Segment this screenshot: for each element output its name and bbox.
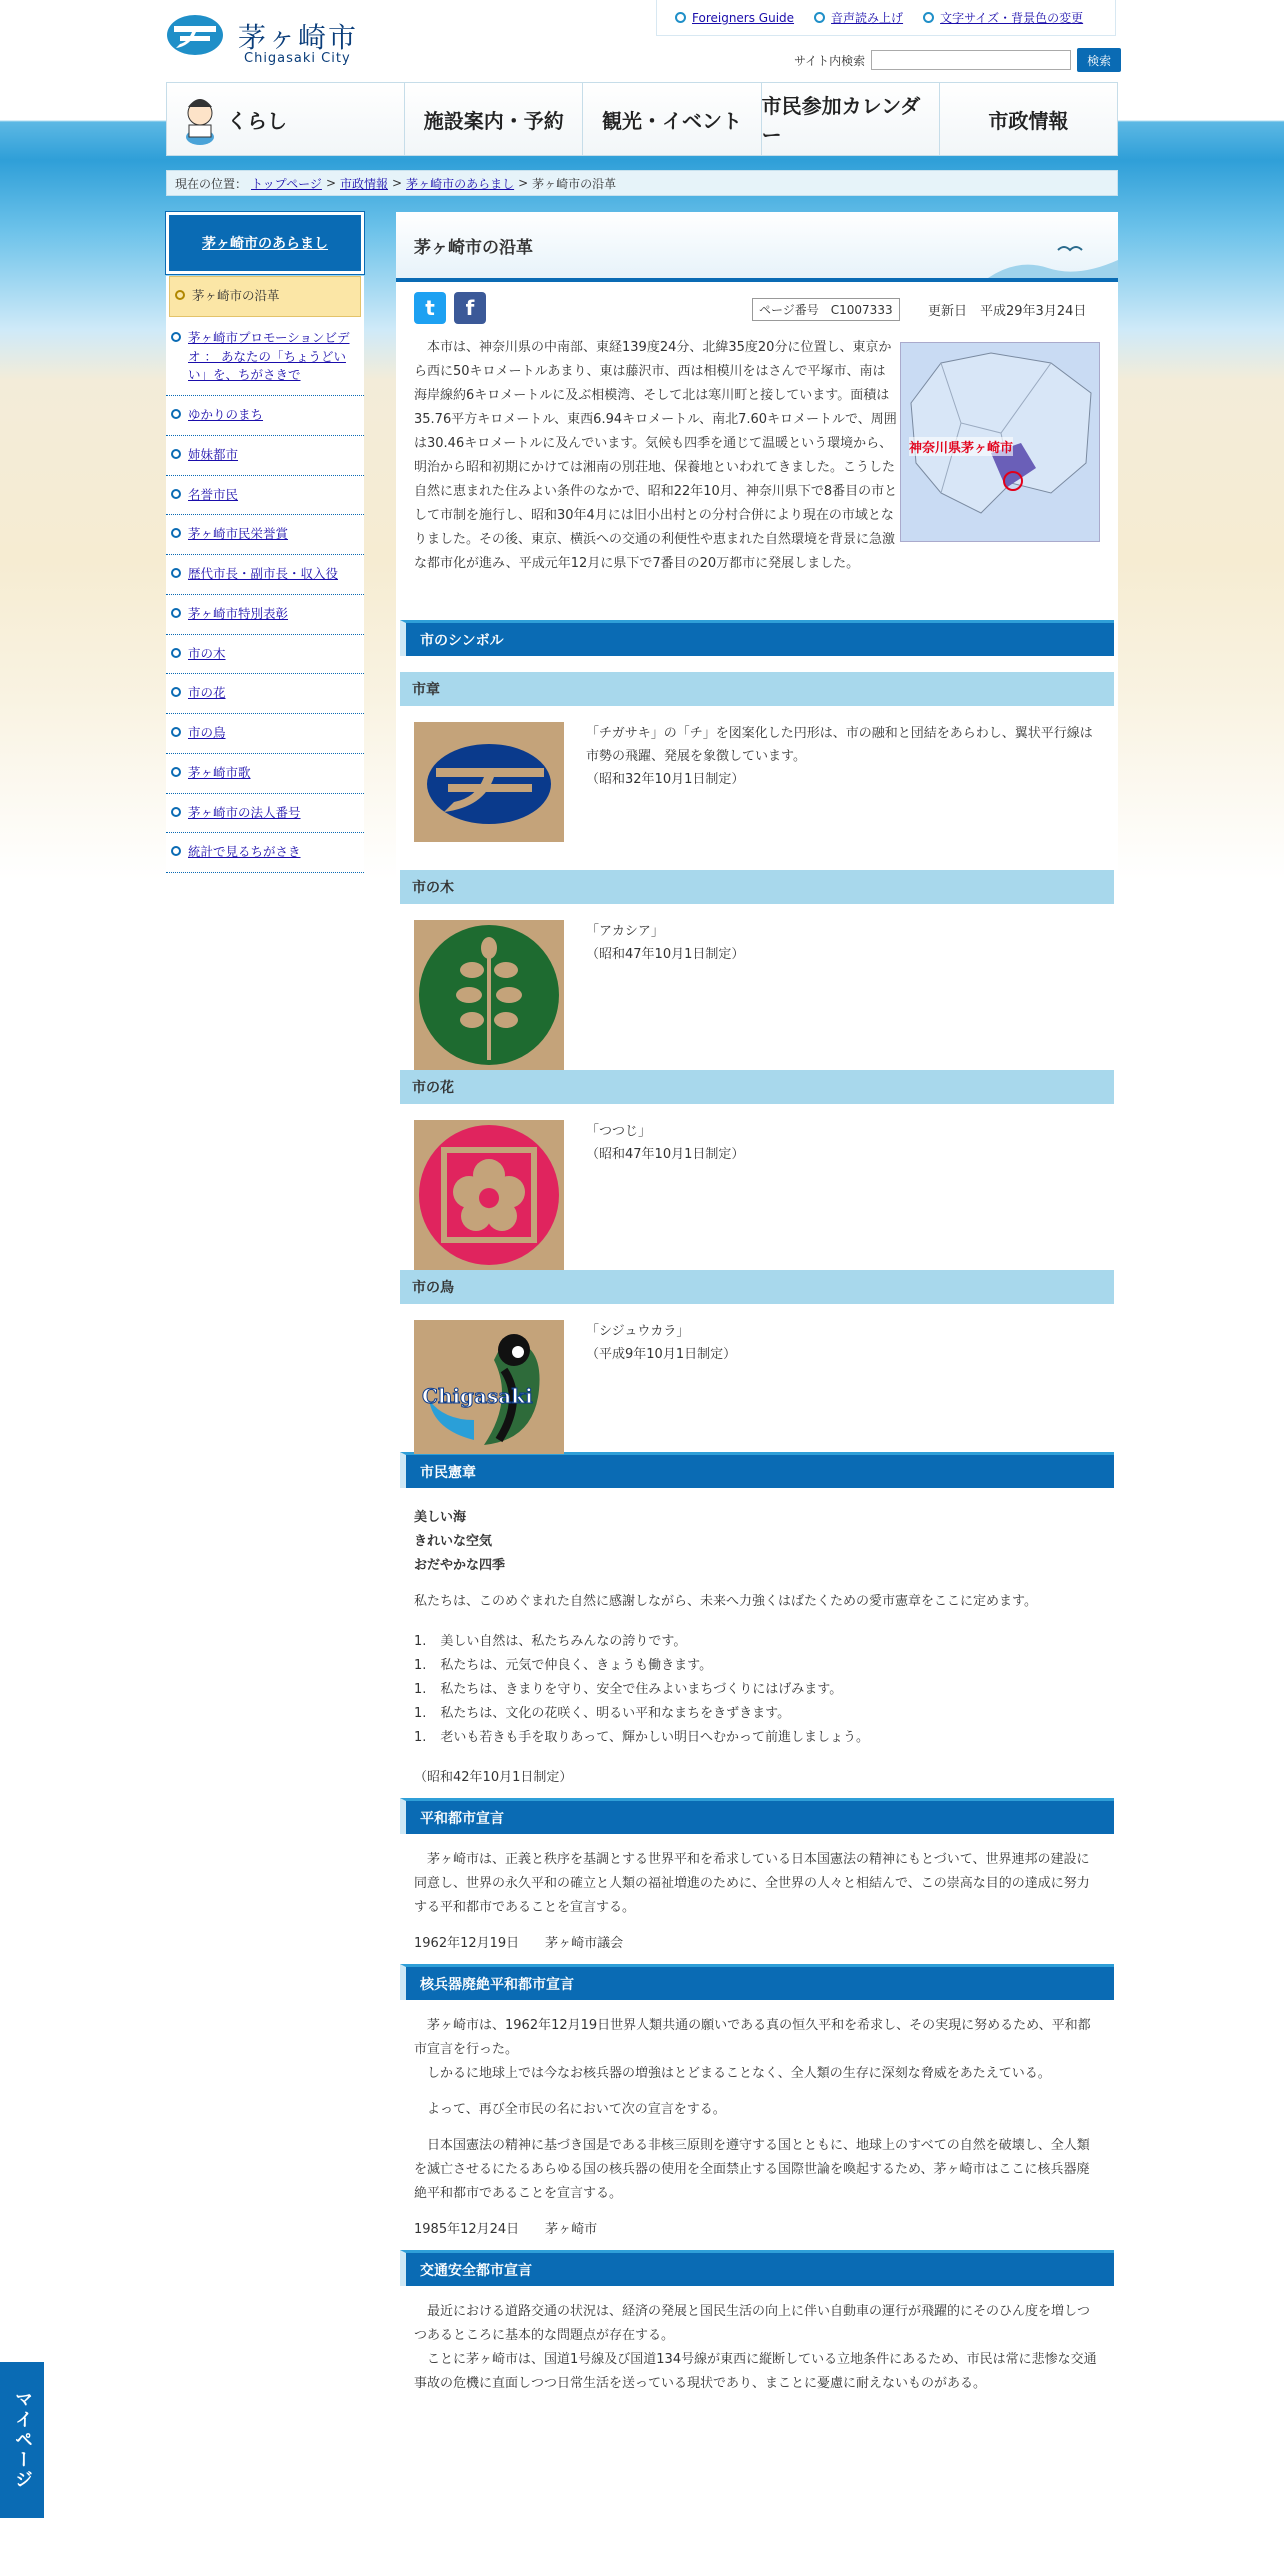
ring-icon	[923, 12, 934, 23]
section-heading-nuclear: 核兵器廃絶平和都市宣言	[400, 1964, 1114, 2000]
gnav-calendar[interactable]	[762, 83, 940, 155]
peace-text: 茅ヶ崎市は、正義と秩序を基調とする世界平和を希求している日本国憲法の精神にもとづいて、世界連邦の建設に同意し、世界の永久平和の確立と人類の福祉増進のために、全世界の人々と相結んで、この崇高な目的の達成に努力する平和都市であることを宣言する。	[414, 1852, 1090, 1915]
ring-icon	[675, 12, 686, 23]
page-title	[396, 212, 1118, 282]
symbol-tree	[396, 904, 1118, 1052]
section-heading-peace: 平和都市宣言	[400, 1798, 1114, 1834]
ring-icon	[171, 528, 181, 538]
ring-icon	[171, 807, 181, 817]
ring-icon	[171, 767, 181, 777]
side-item-link[interactable]: 茅ヶ崎市プロモーションビデオ ： あなたの「ちょうどいい」を、ちがさきで	[188, 329, 350, 383]
list-number: 1.	[414, 1658, 427, 1673]
nuclear-body	[396, 2000, 1118, 2250]
city-emblem-icon	[166, 14, 224, 56]
side-item-link[interactable]: 茅ヶ崎市の法人番号	[188, 804, 301, 820]
acacia-icon	[414, 920, 564, 1070]
traffic-body	[396, 2286, 1118, 2404]
breadcrumb-separator: >	[392, 176, 403, 190]
logo-name-en: Chigasaki City	[244, 51, 351, 66]
tree-description	[586, 920, 1096, 966]
emblem-date: （昭和32年10月1日制定）	[586, 772, 745, 787]
gnav-label: くらし	[227, 108, 287, 133]
charter-lead: 私たちは、このめぐまれた自然に感謝しながら、未来へ力強くはばたくための愛市憲章をここに定めます。	[414, 1594, 1037, 1609]
breadcrumb-prefix: 現在の位置：	[175, 176, 248, 191]
symbol-emblem	[396, 706, 1118, 854]
mypage-button[interactable]: マイページ	[0, 2362, 44, 2518]
twitter-icon[interactable]: t	[414, 292, 446, 324]
page-meta	[396, 282, 1118, 330]
list-item	[414, 1654, 1100, 1678]
facebook-icon[interactable]: f	[454, 292, 486, 324]
list-text: 私たちは、文化の花咲く、明るい平和なまちをきずきます。	[440, 1706, 791, 1721]
ring-icon	[171, 608, 181, 618]
nuclear-text: しかるに地球上では今なお核兵器の増強はとどまることなく、全人類の生存に深刻な脅威をあたえている。	[427, 2066, 1051, 2081]
ring-icon	[171, 687, 181, 697]
utility-links	[656, 0, 1116, 36]
heading-city-bird: 市の鳥	[400, 1270, 1114, 1304]
font-size-link[interactable]: 文字サイズ・背景色の変更	[940, 11, 1084, 25]
list-text: 私たちは、元気で仲良く、きょうも働きます。	[440, 1658, 713, 1673]
side-item-related-towns[interactable]	[166, 396, 364, 436]
azalea-icon	[414, 1120, 564, 1270]
side-item-mayors[interactable]	[166, 555, 364, 595]
charter-line: きれいな空気	[414, 1534, 493, 1549]
bird-logo-text: Chigasaki	[422, 1384, 533, 1408]
intro-section	[396, 330, 1118, 620]
side-item-link[interactable]: 歴代市長・副市長・収入役	[188, 566, 339, 581]
city-emblem-image-icon	[414, 722, 564, 842]
flower-name: 「つつじ」	[586, 1124, 652, 1139]
list-text: 老いも若きも手を取りあって、輝かしい明日へむかって前進しましょう。	[440, 1730, 870, 1745]
site-logo[interactable]	[166, 14, 366, 66]
list-number: 1.	[414, 1730, 427, 1745]
share-buttons	[414, 292, 486, 324]
side-item-city-song[interactable]	[166, 754, 364, 794]
nuclear-text: 茅ヶ崎市は、1962年12月19日世界人類共通の願いである真の恒久平和を希求し、その実現に努めるため、平和都市宣言を行った。	[414, 2018, 1091, 2057]
tree-name: 「アカシア」	[586, 924, 664, 939]
list-item	[414, 1702, 1100, 1726]
emblem-text: 「チガサキ」の「チ」を図案化した円形は、市の融和と団結をあらわし、翼状平行線は市勢の飛躍、発展を象徴しています。	[586, 726, 1093, 764]
side-item-citizen-award[interactable]	[166, 515, 364, 555]
util-voice[interactable]	[814, 9, 903, 26]
side-item-promo-video[interactable]	[166, 319, 364, 396]
ring-icon	[171, 409, 181, 419]
charter-line: 美しい海	[414, 1510, 467, 1525]
ring-icon	[171, 727, 181, 737]
symbol-flower	[396, 1104, 1118, 1252]
side-item-link[interactable]: 茅ヶ崎市民栄誉賞	[188, 526, 289, 542]
bird-description	[586, 1320, 1096, 1366]
breadcrumb-overview[interactable]: 茅ヶ崎市のあらまし	[406, 176, 515, 191]
great-tit-image	[414, 1320, 564, 1454]
ring-icon	[175, 290, 185, 300]
section-heading-symbols: 市のシンボル	[400, 620, 1114, 656]
ring-icon	[171, 648, 181, 658]
list-number: 1.	[414, 1682, 427, 1697]
list-item	[414, 1726, 1100, 1750]
list-text: 美しい自然は、私たちみんなの誇りです。	[440, 1634, 687, 1649]
nuclear-text: 日本国憲法の精神に基づき国是である非核三原則を遵守する国とともに、地球上のすべての自然を破壊し、全人類を滅亡させるにたるあらゆる国の核兵器の使用を全面禁止する国際世論を喚起するため、茅ヶ崎市はここに核兵器廃絶平和都市であることを宣言する。	[414, 2138, 1090, 2201]
side-item-sister-cities[interactable]	[166, 436, 364, 476]
gnav-kurashi[interactable]	[167, 83, 405, 155]
symbol-bird	[396, 1304, 1118, 1452]
ring-icon	[171, 332, 181, 342]
side-item-corporate-number[interactable]	[166, 794, 364, 834]
charter-body	[396, 1488, 1118, 1798]
heading-city-flower: 市の花	[400, 1070, 1114, 1104]
foreigners-guide-link[interactable]: Foreigners Guide	[692, 10, 795, 25]
traffic-text: ことに茅ヶ崎市は、国道1号線及び国道134号線が東西に縦断している立地条件にあるため、市民は常に悲惨な交通事故の危機に直面しつつ日常生活を送っている現状であり、まことに憂慮に耐えないものがある。	[414, 2352, 1097, 2391]
tree-date: （昭和47年10月1日制定）	[586, 947, 745, 962]
breadcrumb-top[interactable]: トップページ	[251, 176, 322, 191]
emblem-description	[586, 722, 1096, 791]
side-item-link[interactable]: 市の花	[188, 685, 226, 701]
logo-name-jp: 茅ヶ崎市	[238, 21, 359, 54]
gnav-label: 施設案内・予約	[423, 108, 564, 133]
side-item-city-bird[interactable]	[166, 714, 364, 754]
bird-date: （平成9年10月1日制定）	[586, 1347, 737, 1362]
nuclear-date: 1985年12月24日 茅ヶ崎市	[414, 2222, 598, 2237]
breadcrumb-city-info[interactable]: 市政情報	[340, 176, 389, 191]
util-foreigners[interactable]	[675, 11, 794, 25]
heading-emblem: 市章	[400, 672, 1114, 706]
side-item-link[interactable]: 茅ヶ崎市歌	[188, 764, 251, 780]
list-item	[414, 1678, 1100, 1702]
flower-description	[586, 1120, 1096, 1166]
gnav-label: 市政情報	[988, 108, 1069, 133]
breadcrumb	[166, 170, 1118, 196]
list-item	[414, 1630, 1100, 1654]
section-heading-charter: 市民憲章	[400, 1452, 1114, 1488]
global-nav	[166, 82, 1118, 156]
mascot-icon	[177, 91, 223, 147]
breadcrumb-current: 茅ヶ崎市の沿革	[532, 176, 617, 191]
map-label: 神奈川県茅ヶ崎市	[909, 437, 1013, 456]
gnav-facilities[interactable]	[405, 83, 583, 155]
side-item-city-tree[interactable]	[166, 635, 364, 675]
wave-decoration-icon	[988, 238, 1118, 278]
side-item-city-flower[interactable]	[166, 674, 364, 714]
list-text: 私たちは、きまりを守り、安全で住みよいまちづくりにはげみます。	[440, 1682, 843, 1697]
gnav-city-info[interactable]	[940, 83, 1117, 155]
breadcrumb-separator: >	[325, 176, 336, 190]
list-number: 1.	[414, 1706, 427, 1721]
peace-date: 1962年12月19日 茅ヶ崎市議会	[414, 1936, 624, 1951]
side-item-link[interactable]: 市の木	[188, 645, 226, 661]
charter-line: おだやかな四季	[414, 1558, 506, 1573]
peace-body	[396, 1834, 1118, 1964]
side-nav-title[interactable]: 茅ヶ崎市のあらまし	[166, 212, 364, 274]
side-item-link[interactable]: 茅ヶ崎市特別表彰	[188, 605, 289, 621]
section-heading-traffic: 交通安全都市宣言	[400, 2250, 1114, 2286]
heading-city-tree: 市の木	[400, 870, 1114, 904]
page-title-text: 茅ヶ崎市の沿革	[414, 237, 533, 258]
ring-icon	[171, 489, 181, 499]
updated-date: 更新日 平成29年3月24日	[928, 304, 1087, 319]
side-item-link[interactable]: 名誉市民	[188, 486, 239, 502]
ring-icon	[814, 12, 825, 23]
charter-list	[414, 1626, 1100, 1754]
traffic-text: 最近における道路交通の状況は、経済の発展と国民生活の向上に伴い自動車の運行が飛躍的にそのひん度を増しつつあるところに基本的な問題点が存在する。	[414, 2304, 1091, 2343]
list-number: 1.	[414, 1634, 427, 1649]
side-item-honorary[interactable]	[166, 476, 364, 516]
search-button[interactable]: 検索	[1077, 48, 1121, 72]
bird-name: 「シジュウカラ」	[586, 1324, 690, 1339]
ring-icon	[171, 846, 181, 856]
side-item-history[interactable]	[169, 276, 361, 317]
intro-text: 本市は、神奈川県の中南部、東経139度24分、北緯35度20分に位置し、東京から西に50キロメートルあまり、東は藤沢市、西は相模川をはさんで平塚市、南は海岸線約6キロメートルに及ぶ相模湾、そして北は寒川町と接しています。面積は35.76平方キロメートル、東西6.94キロメートル、南北7.60キロメートルで、周囲は30.46キロメートルに及んでいます。気候も四季を通じて温暖という環境から、明治から昭和初期にかけては湘南の別荘地、保養地といわれてきました。こうした自然に恵まれた住みよい条件のなかで、昭和22年10月、神奈川県下で8番目の市として市制を施行し、昭和30年4月には旧小出村との分村合併により現在の市域となりました。その後、東京、横浜への交通の利便性や恵まれた自然環境を背景に急激な都市化が進み、平成元年12月に県下で7番目の20万都市に発展しました。	[414, 340, 898, 571]
side-item-statistics[interactable]	[166, 833, 364, 873]
side-item-link[interactable]: 市の鳥	[188, 725, 226, 740]
search-label: サイト内検索	[794, 53, 866, 68]
side-item-link[interactable]: 統計で見るちがさき	[188, 844, 301, 860]
side-item-label: 茅ヶ崎市の沿革	[192, 288, 280, 303]
side-item-link[interactable]: 姉妹都市	[188, 446, 239, 462]
voice-reading-link[interactable]: 音声読み上げ	[831, 11, 904, 25]
gnav-label: 市民参加カレンダー	[761, 94, 921, 147]
site-search	[794, 48, 1121, 72]
gnav-tourism[interactable]	[583, 83, 761, 155]
charter-date: （昭和42年10月1日制定）	[414, 1770, 573, 1785]
ring-icon	[171, 568, 181, 578]
gnav-label: 観光・イベント	[602, 108, 742, 133]
main-content	[396, 212, 1118, 2404]
flower-date: （昭和47年10月1日制定）	[586, 1147, 745, 1162]
page-number: ページ番号 C1007333	[752, 298, 900, 321]
side-item-special-award[interactable]	[166, 595, 364, 635]
search-input[interactable]	[871, 50, 1071, 70]
kanagawa-map	[900, 342, 1100, 542]
util-fontsize[interactable]	[923, 9, 1083, 26]
side-nav-list	[166, 276, 364, 873]
nuclear-text: よって、再び全市民の名において次の宣言をする。	[427, 2102, 726, 2117]
side-item-link[interactable]: ゆかりのまち	[188, 407, 264, 422]
breadcrumb-separator: >	[518, 176, 529, 190]
ring-icon	[171, 449, 181, 459]
side-nav	[166, 212, 364, 873]
